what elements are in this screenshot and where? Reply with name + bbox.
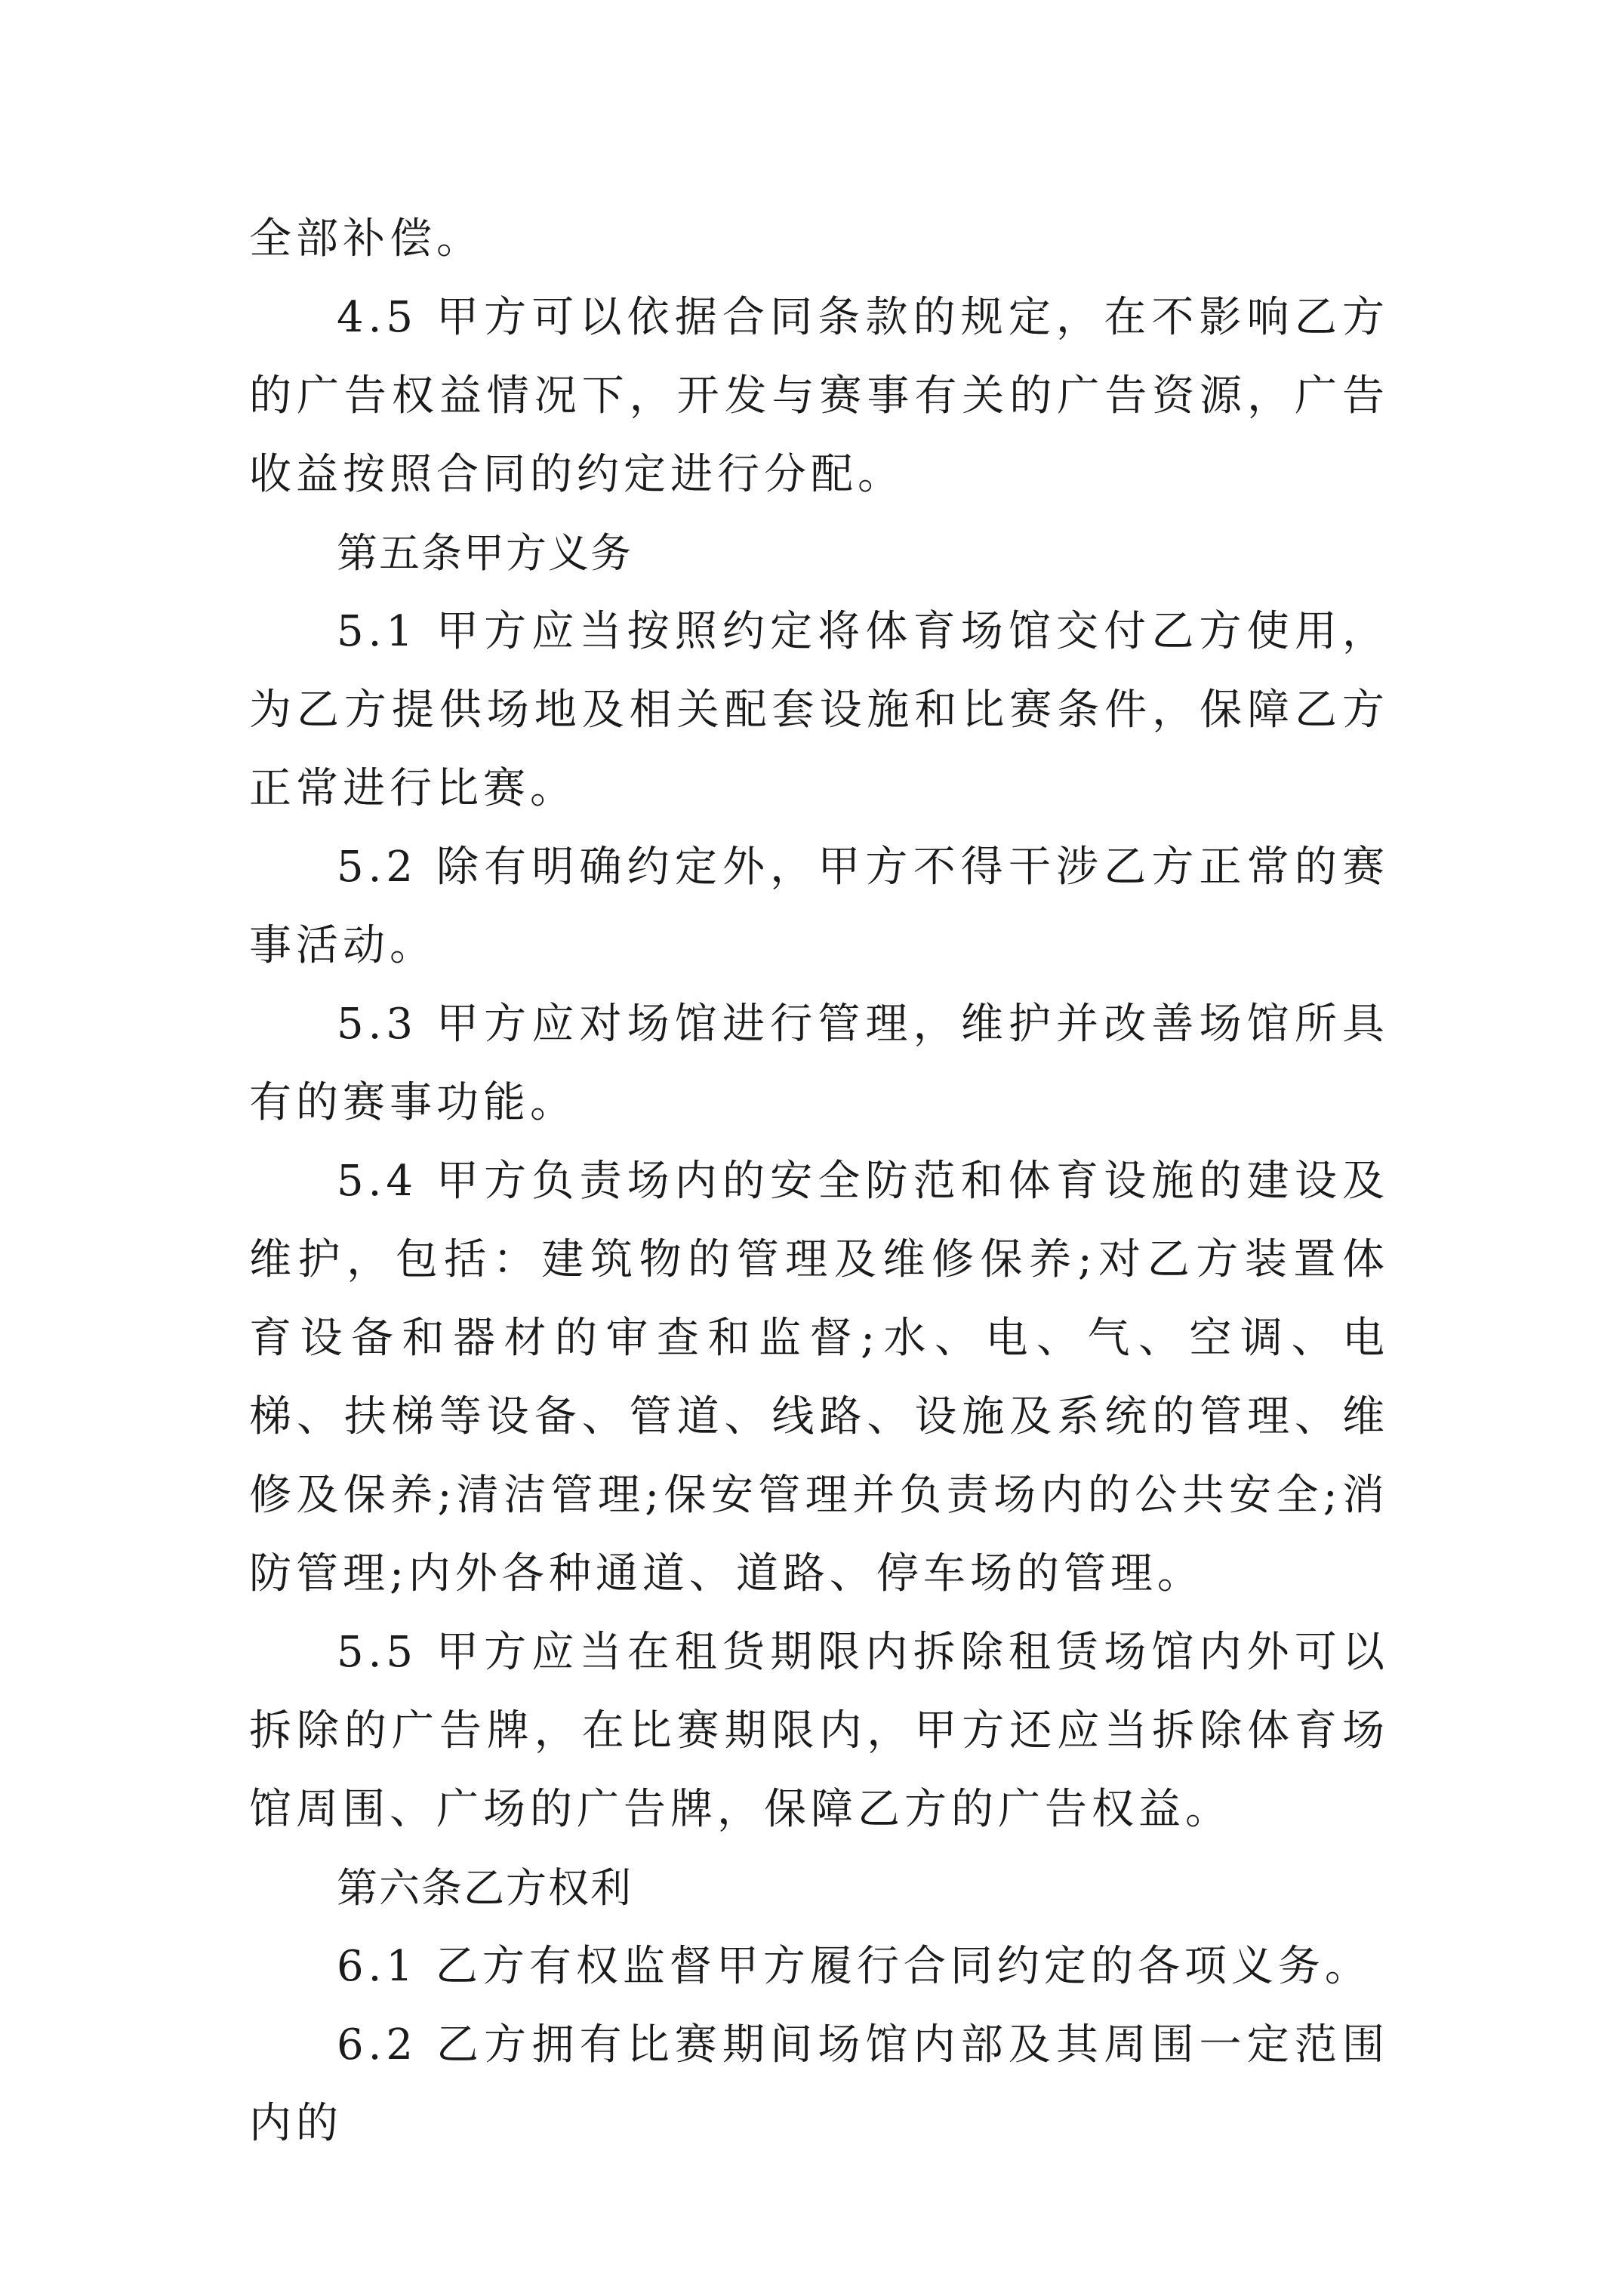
clause-5-4: 5.4 甲方负责场内的安全防范和体育设施的建设及维护，包括：建筑物的管理及维修保养;对乙方装置体育设备和器材的审查和监督;水、电、气、空调、电梯、扶梯等设备、管道、线路、设施及系统的管理、维修及保养;清洁管理;保安管理并负责场内的公共安全;消防管理;内外各种通道、道路、停车场的管理。 bbox=[249, 1157, 1389, 1598]
document-body bbox=[249, 200, 1389, 2163]
clause-4-5: 4.5 甲方可以依据合同条款的规定，在不影响乙方的广告权益情况下，开发与赛事有关的广告资源，广告收益按照合同的约定进行分配。 bbox=[249, 293, 1389, 499]
clause-5-1: 5.1 甲方应当按照约定将体育场馆交付乙方使用，为乙方提供场地及相关配套设施和比赛条件，保障乙方正常进行比赛。 bbox=[249, 607, 1389, 813]
clause-5-2: 5.2 除有明确约定外，甲方不得干涉乙方正常的赛事活动。 bbox=[249, 843, 1389, 970]
clause-6-2: 6.2 乙方拥有比赛期间场馆内部及其周围一定范围内的 bbox=[249, 2020, 1389, 2148]
paragraph-compensation-end: 全部补偿。 bbox=[249, 214, 483, 264]
clause-5-5: 5.5 甲方应当在租货期限内拆除租赁场馆内外可以拆除的广告牌，在比赛期限内，甲方还应当拆除体育场馆周围、广场的广告牌，保障乙方的广告权益。 bbox=[249, 1628, 1389, 1834]
article-5-heading: 第五条甲方义务 bbox=[337, 529, 633, 577]
article-6-heading: 第六条乙方权利 bbox=[337, 1864, 633, 1912]
clause-6-1: 6.1 乙方有权监督甲方履行合同约定的各项义务。 bbox=[337, 1942, 1372, 1991]
clause-5-3: 5.3 甲方应对场馆进行管理，维护并改善场馆所具有的赛事功能。 bbox=[249, 1000, 1389, 1127]
